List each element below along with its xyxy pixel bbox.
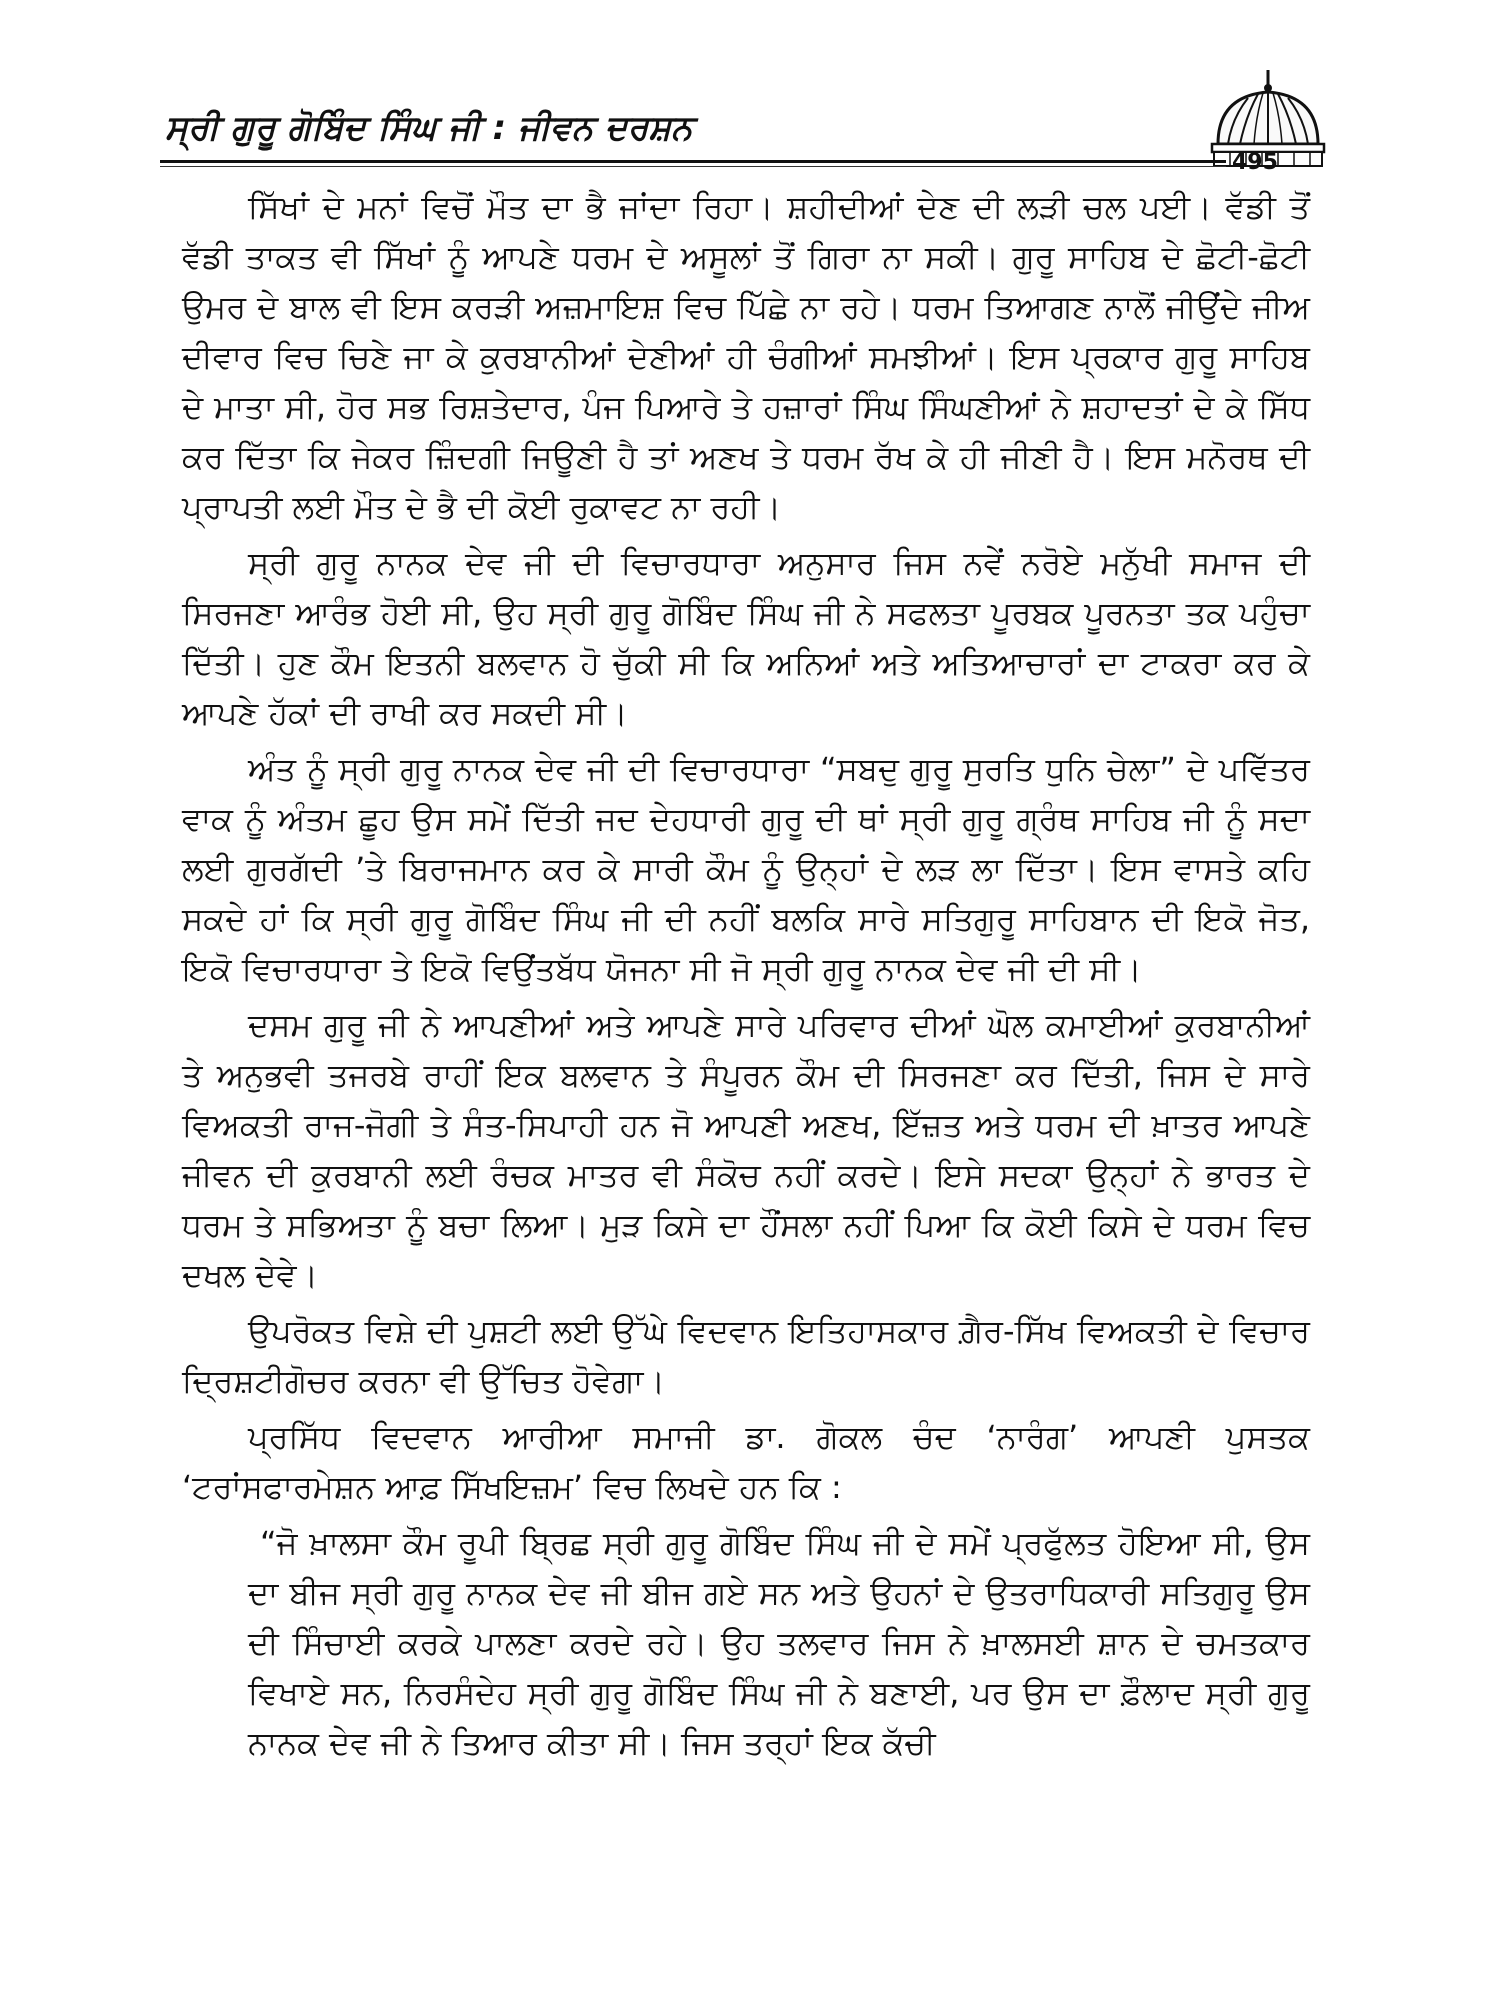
block-quote: “ਜੋ ਖ਼ਾਲਸਾ ਕੌਮ ਰੂਪੀ ਬ੍ਰਿਛ ਸ੍ਰੀ ਗੁਰੂ ਗੋਬਿੰਦ ਸਿੰਘ ਜੀ ਦੇ ਸਮੇਂ ਪ੍ਰਫੁੱਲਤ ਹੋਇਆ ਸੀ, ਉਸ ਦਾ ਬੀਜ ਸ੍ਰੀ ਗੁਰੂ ਨਾਨਕ ਦੇਵ ਜੀ ਬੀਜ ਗਏ ਸਨ ਅਤੇ ਉਹਨਾਂ ਦੇ ਉਤਰਾਧਿਕਾਰੀ ਸਤਿਗੁਰੂ ਉਸ ਦੀ ਸਿੰਚਾਈ ਕਰਕੇ ਪਾਲਣਾ ਕਰਦੇ ਰਹੇ। ਉਹ ਤਲਵਾਰ ਜਿਸ ਨੇ ਖ਼ਾਲਸਈ ਸ਼ਾਨ ਦੇ ਚਮਤਕਾਰ ਵਿਖਾਏ ਸਨ, ਨਿਰਸੰਦੇਹ ਸ੍ਰੀ ਗੁਰੂ ਗੋਬਿੰਦ ਸਿੰਘ ਜੀ ਨੇ ਬਣਾਈ, ਪਰ ਉਸ ਦਾ ਫ਼ੌਲਾਦ ਸ੍ਰੀ ਗੁਰੂ ਨਾਨਕ ਦੇਵ ਜੀ ਨੇ ਤਿਆਰ ਕੀਤਾ ਸੀ। ਜਿਸ ਤਰ੍ਹਾਂ ਇਕ ਕੱਚੀ [248,1524,1310,1762]
header-rule [160,160,1226,163]
body-text [182,182,1310,1768]
paragraph-4: ਦਸਮ ਗੁਰੂ ਜੀ ਨੇ ਆਪਣੀਆਂ ਅਤੇ ਆਪਣੇ ਸਾਰੇ ਪਰਿਵਾਰ ਦੀਆਂ ਘੋਲ ਕਮਾਈਆਂ ਕੁਰਬਾਨੀਆਂ ਤੇ ਅਨੁਭਵੀ ਤਜਰਬੇ ਰਾਹੀਂ ਇਕ ਬਲਵਾਨ ਤੇ ਸੰਪੂਰਨ ਕੌਮ ਦੀ ਸਿਰਜਣਾ ਕਰ ਦਿੱਤੀ, ਜਿਸ ਦੇ ਸਾਰੇ ਵਿਅਕਤੀ ਰਾਜ-ਜੋਗੀ ਤੇ ਸੰਤ-ਸਿਪਾਹੀ ਹਨ ਜੋ ਆਪਣੀ ਅਣਖ, ਇੱਜ਼ਤ ਅਤੇ ਧਰਮ ਦੀ ਖ਼ਾਤਰ ਆਪਣੇ ਜੀਵਨ ਦੀ ਕੁਰਬਾਨੀ ਲਈ ਰੰਚਕ ਮਾਤਰ ਵੀ ਸੰਕੋਚ ਨਹੀਂ ਕਰਦੇ। ਇਸੇ ਸਦਕਾ ਉਨ੍ਹਾਂ ਨੇ ਭਾਰਤ ਦੇ ਧਰਮ ਤੇ ਸਭਿਅਤਾ ਨੂੰ ਬਚਾ ਲਿਆ। ਮੁੜ ਕਿਸੇ ਦਾ ਹੌਂਸਲਾ ਨਹੀਂ ਪਿਆ ਕਿ ਕੋਈ ਕਿਸੇ ਦੇ ਧਰਮ ਵਿਚ ਦਖਲ ਦੇਵੇ। [182,1006,1310,1294]
running-header-title: ਸ੍ਰੀ ਗੁਰੂ ਗੋਬਿੰਦ ਸਿੰਘ ਜੀ : ਜੀਵਨ ਦਰਸ਼ਨ [165,108,693,148]
paragraph-6: ਪ੍ਰਸਿੱਧ ਵਿਦਵਾਨ ਆਰੀਆ ਸਮਾਜੀ ਡਾ. ਗੋਕਲ ਚੰਦ ‘ਨਾਰੰਗ’ ਆਪਣੀ ਪੁਸਤਕ ‘ਟਰਾਂਸਫਾਰਮੇਸ਼ਨ ਆਫ਼ ਸਿੱਖਇਜ਼ਮ’ ਵਿਚ ਲਿਖਦੇ ਹਨ ਕਿ : [182,1418,1310,1506]
page-number: 495 [1232,150,1278,175]
header-rule-thin [160,166,1226,167]
paragraph-5: ਉਪਰੋਕਤ ਵਿਸ਼ੇ ਦੀ ਪੁਸ਼ਟੀ ਲਈ ਉੱਘੇ ਵਿਦਵਾਨ ਇਤਿਹਾਸਕਾਰ ਗ਼ੈਰ-ਸਿੱਖ ਵਿਅਕਤੀ ਦੇ ਵਿਚਾਰ ਦ੍ਰਿਸ਼ਟੀਗੋਚਰ ਕਰਨਾ ਵੀ ਉੱਚਿਤ ਹੋਵੇਗਾ। [182,1312,1310,1400]
paragraph-3: ਅੰਤ ਨੂੰ ਸ੍ਰੀ ਗੁਰੂ ਨਾਨਕ ਦੇਵ ਜੀ ਦੀ ਵਿਚਾਰਧਾਰਾ “ਸਬਦੁ ਗੁਰੂ ਸੁਰਤਿ ਧੁਨਿ ਚੇਲਾ” ਦੇ ਪਵਿੱਤਰ ਵਾਕ ਨੂੰ ਅੰਤਮ ਛੂਹ ਉਸ ਸਮੇਂ ਦਿੱਤੀ ਜਦ ਦੇਹਧਾਰੀ ਗੁਰੂ ਦੀ ਥਾਂ ਸ੍ਰੀ ਗੁਰੂ ਗ੍ਰੰਥ ਸਾਹਿਬ ਜੀ ਨੂੰ ਸਦਾ ਲਈ ਗੁਰਗੱਦੀ ’ਤੇ ਬਿਰਾਜਮਾਨ ਕਰ ਕੇ ਸਾਰੀ ਕੌਮ ਨੂੰ ਉਨ੍ਹਾਂ ਦੇ ਲੜ ਲਾ ਦਿੱਤਾ। ਇਸ ਵਾਸਤੇ ਕਹਿ ਸਕਦੇ ਹਾਂ ਕਿ ਸ੍ਰੀ ਗੁਰੂ ਗੋਬਿੰਦ ਸਿੰਘ ਜੀ ਦੀ ਨਹੀਂ ਬਲਕਿ ਸਾਰੇ ਸਤਿਗੁਰੂ ਸਾਹਿਬਾਨ ਦੀ ਇਕੋ ਜੋਤ, ਇਕੋ ਵਿਚਾਰਧਾਰਾ ਤੇ ਇਕੋ ਵਿਉਂਤਬੱਧ ਯੋਜਨਾ ਸੀ ਜੋ ਸ੍ਰੀ ਗੁਰੂ ਨਾਨਕ ਦੇਵ ਜੀ ਦੀ ਸੀ। [182,750,1310,988]
paragraph-2: ਸ੍ਰੀ ਗੁਰੂ ਨਾਨਕ ਦੇਵ ਜੀ ਦੀ ਵਿਚਾਰਧਾਰਾ ਅਨੁਸਾਰ ਜਿਸ ਨਵੇਂ ਨਰੋਏ ਮਨੁੱਖੀ ਸਮਾਜ ਦੀ ਸਿਰਜਣਾ ਆਰੰਭ ਹੋਈ ਸੀ, ਉਹ ਸ੍ਰੀ ਗੁਰੂ ਗੋਬਿੰਦ ਸਿੰਘ ਜੀ ਨੇ ਸਫਲਤਾ ਪੂਰਬਕ ਪੂਰਨਤਾ ਤਕ ਪਹੁੰਚਾ ਦਿੱਤੀ। ਹੁਣ ਕੌਮ ਇਤਨੀ ਬਲਵਾਨ ਹੋ ਚੁੱਕੀ ਸੀ ਕਿ ਅਨਿਆਂ ਅਤੇ ਅਤਿਆਚਾਰਾਂ ਦਾ ਟਾਕਰਾ ਕਰ ਕੇ ਆਪਣੇ ਹੱਕਾਂ ਦੀ ਰਾਖੀ ਕਰ ਸਕਦੀ ਸੀ। [182,544,1310,732]
paragraph-1: ਸਿੱਖਾਂ ਦੇ ਮਨਾਂ ਵਿਚੋਂ ਮੌਤ ਦਾ ਭੈ ਜਾਂਦਾ ਰਿਹਾ। ਸ਼ਹੀਦੀਆਂ ਦੇਣ ਦੀ ਲੜੀ ਚਲ ਪਈ। ਵੱਡੀ ਤੋਂ ਵੱਡੀ ਤਾਕਤ ਵੀ ਸਿੱਖਾਂ ਨੂੰ ਆਪਣੇ ਧਰਮ ਦੇ ਅਸੂਲਾਂ ਤੋਂ ਗਿਰਾ ਨਾ ਸਕੀ। ਗੁਰੂ ਸਾਹਿਬ ਦੇ ਛੋਟੀ-ਛੋਟੀ ਉਮਰ ਦੇ ਬਾਲ ਵੀ ਇਸ ਕਰੜੀ ਅਜ਼ਮਾਇਸ਼ ਵਿਚ ਪਿੱਛੇ ਨਾ ਰਹੇ। ਧਰਮ ਤਿਆਗਣ ਨਾਲੋਂ ਜੀਉਂਦੇ ਜੀਅ ਦੀਵਾਰ ਵਿਚ ਚਿਣੇ ਜਾ ਕੇ ਕੁਰਬਾਨੀਆਂ ਦੇਣੀਆਂ ਹੀ ਚੰਗੀਆਂ ਸਮਝੀਆਂ। ਇਸ ਪ੍ਰਕਾਰ ਗੁਰੂ ਸਾਹਿਬ ਦੇ ਮਾਤਾ ਸੀ, ਹੋਰ ਸਭ ਰਿਸ਼ਤੇਦਾਰ, ਪੰਜ ਪਿਆਰੇ ਤੇ ਹਜ਼ਾਰਾਂ ਸਿੰਘ ਸਿੰਘਣੀਆਂ ਨੇ ਸ਼ਹਾਦਤਾਂ ਦੇ ਕੇ ਸਿੱਧ ਕਰ ਦਿੱਤਾ ਕਿ ਜੇਕਰ ਜ਼ਿੰਦਗੀ ਜਿਊਣੀ ਹੈ ਤਾਂ ਅਣਖ ਤੇ ਧਰਮ ਰੱਖ ਕੇ ਹੀ ਜੀਣੀ ਹੈ। ਇਸ ਮਨੋਰਥ ਦੀ ਪ੍ਰਾਪਤੀ ਲਈ ਮੌਤ ਦੇ ਭੈ ਦੀ ਕੋਈ ਰੁਕਾਵਟ ਨਾ ਰਹੀ। [182,188,1310,526]
